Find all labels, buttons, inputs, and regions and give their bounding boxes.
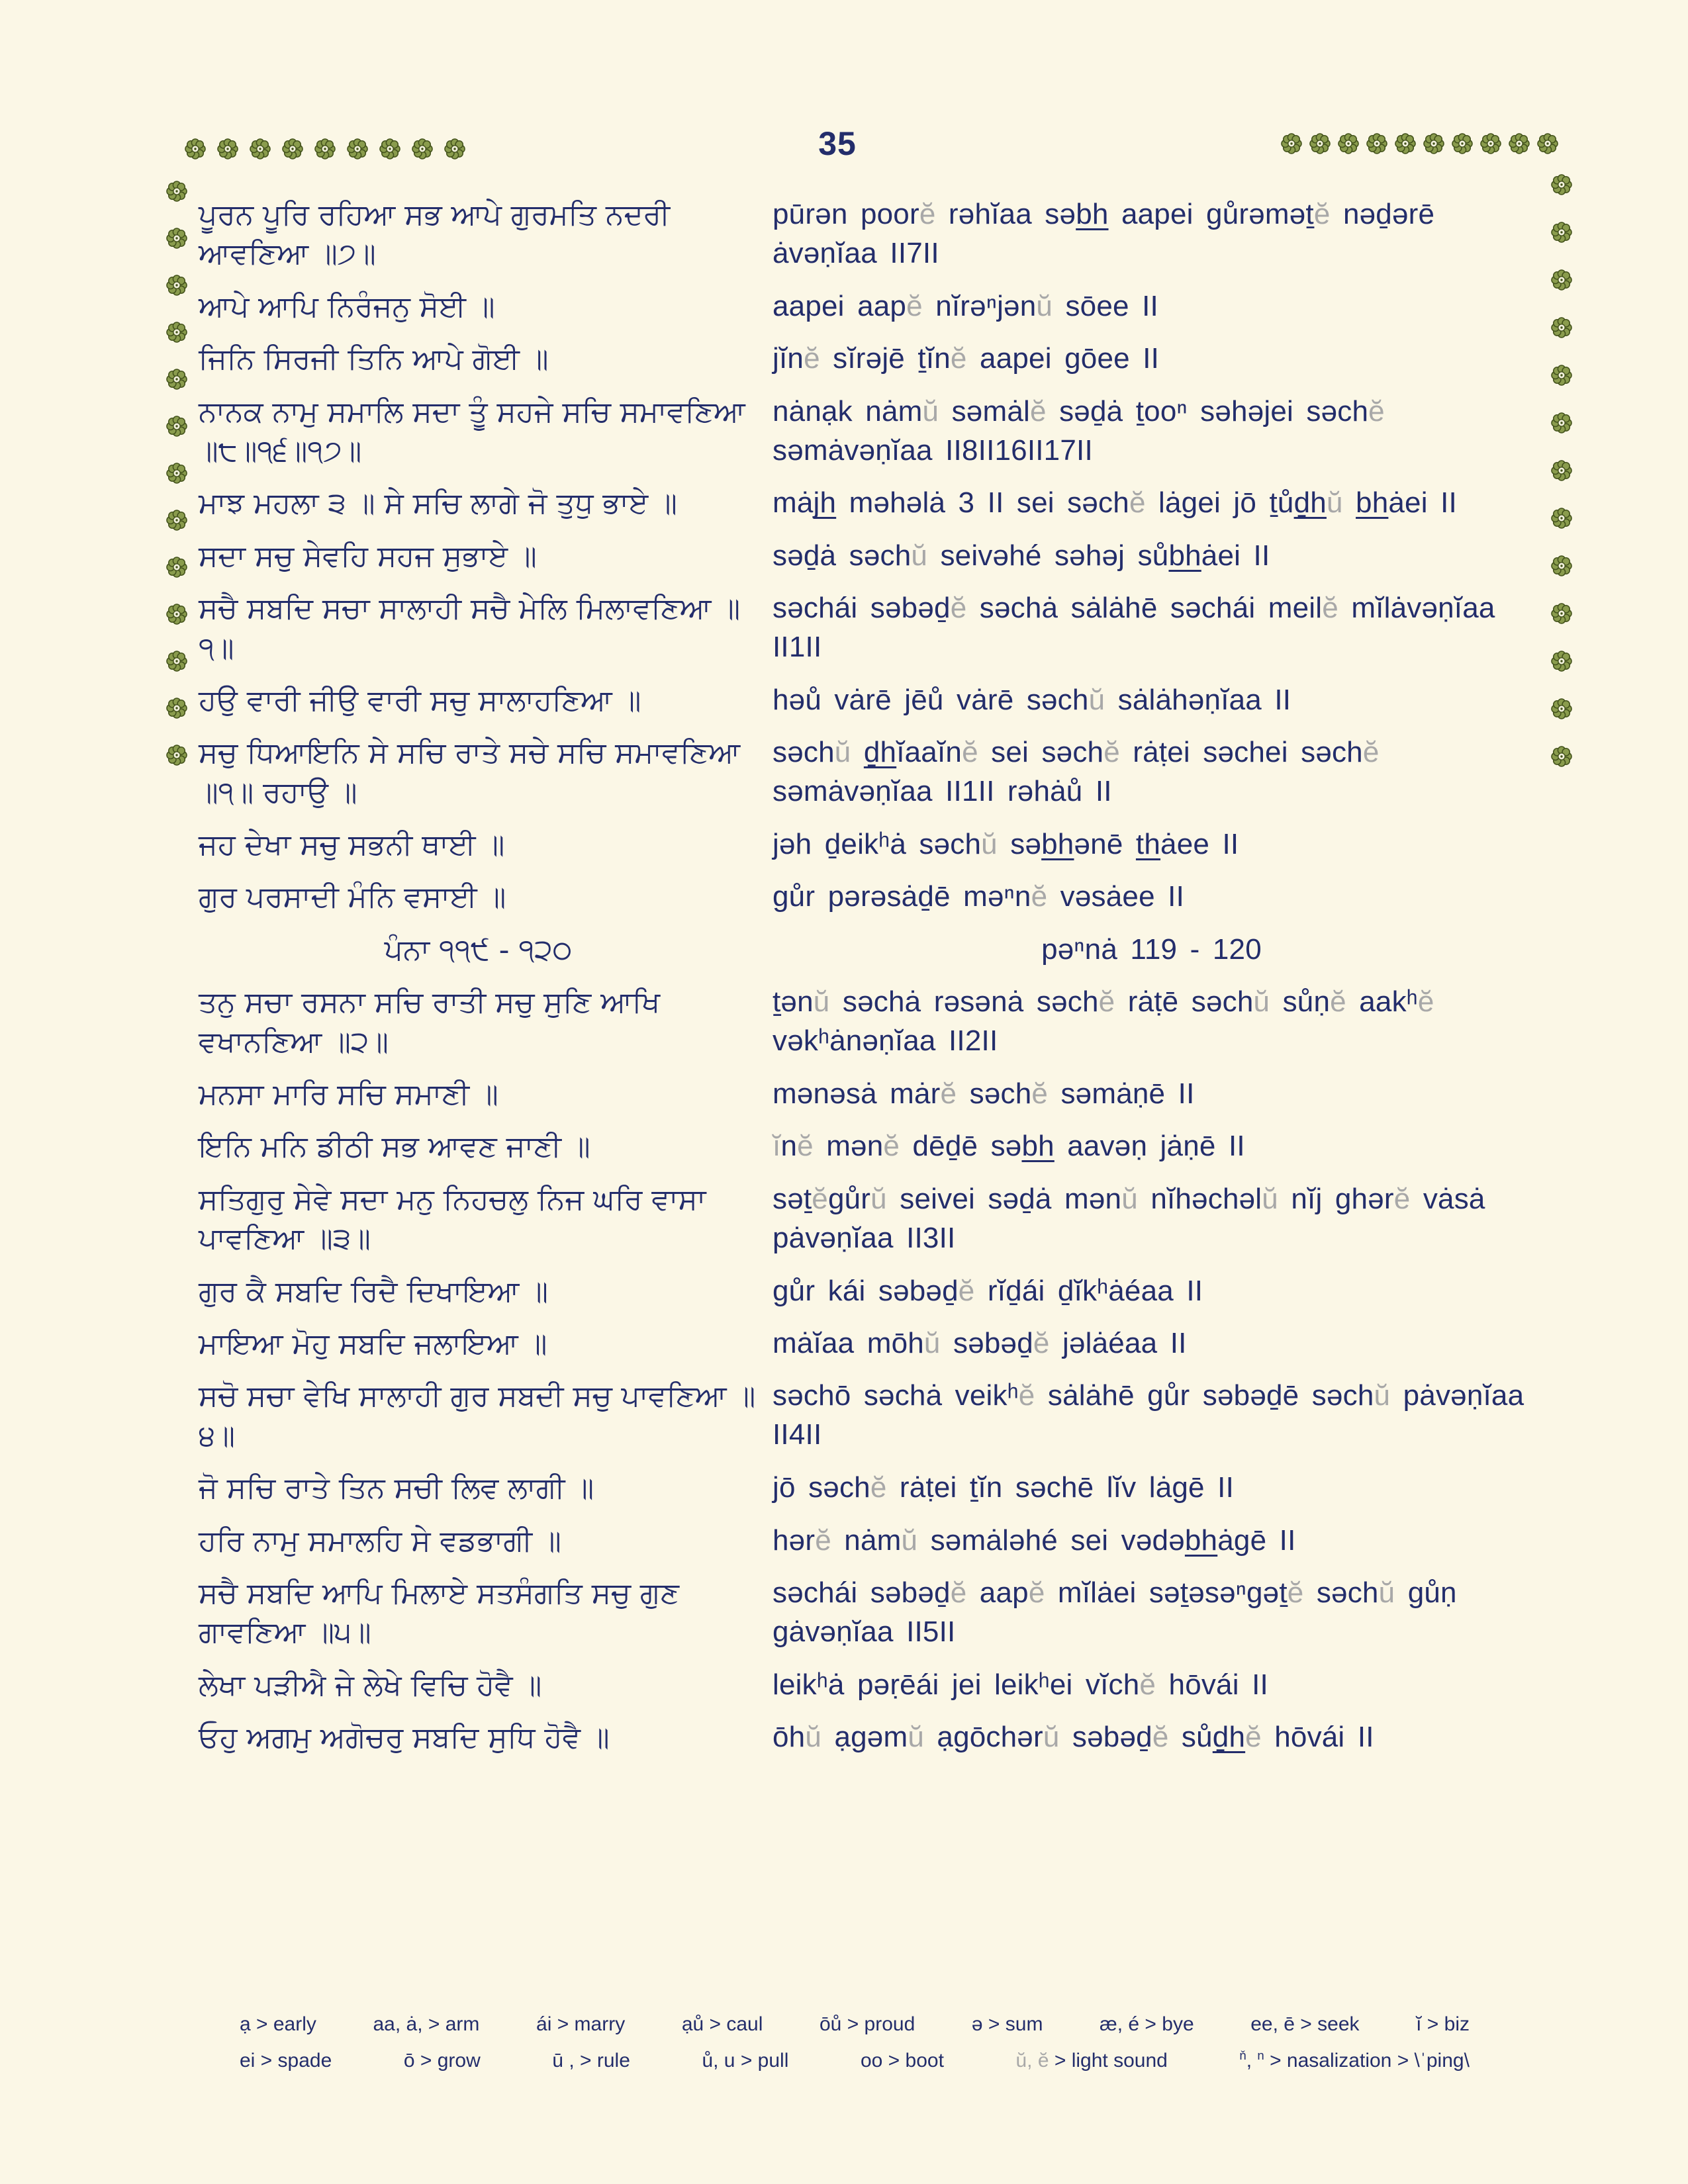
verse-row (199, 733, 1532, 812)
verse-row (199, 878, 1532, 917)
flower-icon (184, 138, 207, 160)
transliteration-text: səchái səbəḏĕ aapĕ mĭlȧei səṯəsəⁿgəṯĕ səchŭ gůṇ gȧvəṇĭaa II5II (773, 1576, 1457, 1648)
pronunciation-key-item: oo > boot (860, 2050, 944, 2071)
flower-icon (1550, 316, 1573, 339)
gurmukhi-text: ਜਿਨਿ ਸਿਰਜੀ ਤਿਨਿ ਆਪੇ ਗੋਈ ॥ (199, 342, 549, 377)
verse-row (199, 1127, 1532, 1166)
flower-icon (1536, 132, 1559, 155)
pronunciation-key-item: ū , > rule (552, 2050, 630, 2071)
gurmukhi-text: ਸਦਾ ਸਚੁ ਸੇਵਹਿ ਸਹਜ ਸੁਭਾਏ ॥ (199, 539, 537, 573)
pronunciation-key-item: ạů > caul (681, 2013, 763, 2035)
flower-icon (1309, 132, 1331, 155)
flower-border-top-right (1280, 132, 1559, 155)
pronunciation-key-row-2 (240, 2050, 1470, 2072)
flower-icon (1451, 132, 1474, 155)
transliteration-text: səchŭ ḏhĭaaĭnĕ sei səchĕ rȧṭei səchei səchĕ səmȧvəṇĭaa II1II rəhȧů II (773, 736, 1380, 808)
verse-row (199, 1718, 1532, 1757)
flower-icon (249, 138, 271, 160)
gurmukhi-text: ਹਉ ਵਾਰੀ ਜੀਉ ਵਾਰੀ ਸਚੁ ਸਾਲਾਹਣਿਆ ॥ (199, 683, 641, 717)
page-number: 35 (818, 125, 857, 162)
pronunciation-key-item: ei > spade (240, 2050, 332, 2071)
flower-icon (1550, 745, 1573, 768)
pronunciation-key-item: $^ň$, $^n$ > nasalization > \ˈping\ (1239, 2048, 1470, 2071)
flower-icon (1550, 602, 1573, 625)
transliteration-text: aapei aapĕ nĭrəⁿjənŭ sōee II (773, 289, 1158, 322)
flower-icon (1550, 698, 1573, 720)
verse-row (199, 537, 1532, 576)
verse-row (199, 340, 1532, 379)
flower-icon (165, 462, 188, 484)
gurmukhi-text: ਗੁਰ ਕੈ ਸਬਦਿ ਰਿਦੈ ਦਿਖਾਇਆ ॥ (199, 1274, 549, 1308)
flower-icon (1550, 555, 1573, 577)
pronunciation-key-item: ĭ > biz (1416, 2013, 1470, 2035)
flower-icon (314, 138, 336, 160)
pronunciation-key-item: ee, ē > seek (1250, 2013, 1360, 2035)
verse-row (199, 1180, 1532, 1259)
verse-row (199, 589, 1532, 668)
transliteration-text: ĭnĕ mənĕ dēḏē səbh aavəṇ jȧṇē II (773, 1130, 1245, 1163)
page-reference-row (199, 931, 1532, 970)
verse-row (199, 195, 1532, 274)
transliteration-text: səchái səbəḏĕ səchȧ sȧlȧhē səchái meilĕ mĭlȧvəṇĭaa II1II (773, 592, 1495, 664)
gurmukhi-text: ਸਚੈ ਸਬਦਿ ਆਪਿ ਮਿਲਾਏ ਸਤਸੰਗਤਿ ਸਚੁ ਗੁਣ ਗਾਵਣਿਆ ॥੫॥ (199, 1576, 680, 1650)
flower-icon (165, 650, 188, 672)
flower-icon (165, 368, 188, 390)
transliteration-text: nȧnạk nȧmŭ səmȧlĕ səḏȧ ṯooⁿ səhəjei səchĕ səmȧvəṇĭaa II8II16II17II (773, 394, 1385, 467)
flower-icon (281, 138, 304, 160)
gurmukhi-text: ਗੁਰ ਪਰਸਾਦੀ ਮੰਨਿ ਵਸਾਈ ॥ (199, 880, 506, 915)
gurmukhi-text: ਪੰਨਾ ੧੧੯ - ੧੨੦ (384, 933, 573, 967)
pronunciation-key-item: aa, ȧ, > arm (373, 2013, 480, 2035)
gurmukhi-text: ਸਚੋ ਸਚਾ ਵੇਖਿ ਸਾਲਾਹੀ ਗੁਰ ਸਬਦੀ ਸਚੁ ਪਾਵਣਿਆ ॥੪॥ (199, 1379, 756, 1453)
flower-icon (165, 744, 188, 766)
pronunciation-key-row-1 (240, 2013, 1470, 2036)
verse-row (199, 983, 1532, 1062)
flower-icon (165, 603, 188, 625)
gurmukhi-text: ਜੋ ਸਚਿ ਰਾਤੇ ਤਿਨ ਸਚੀ ਲਿਵ ਲਾਗੀ ॥ (199, 1471, 594, 1506)
gurmukhi-text: ਮਾਝ ਮਹਲਾ ੩ ॥ ਸੇ ਸਚਿ ਲਾਗੇ ਜੋ ਤੁਧੁ ਭਾਏ ॥ (199, 486, 677, 521)
flower-icon (411, 138, 434, 160)
flower-icon (165, 415, 188, 437)
transliteration-text: leikʰȧ pəṛēái jei leikʰei vĭchĕ hōvái II (773, 1668, 1268, 1701)
pronunciation-key-item: ō > grow (403, 2050, 481, 2071)
flower-icon (1479, 132, 1502, 155)
flower-border-top-left (184, 138, 466, 160)
gurmukhi-text: ਮਾਇਆ ਮੋਹੁ ਸਬਦਿ ਜਲਾਇਆ ॥ (199, 1326, 547, 1361)
transliteration-text: pəⁿnȧ 119 - 120 (1041, 933, 1262, 966)
transliteration-text: mȧĭaa mōhŭ səbəḏĕ jəlȧéaa II (773, 1326, 1187, 1359)
flower-icon (1550, 650, 1573, 672)
flower-icon (165, 697, 188, 719)
transliteration-text: jəh ḏeikʰȧ səchŭ səbhənē thȧee II (773, 828, 1239, 861)
flower-icon (216, 138, 239, 160)
pronunciation-key-item: æ, é > bye (1100, 2013, 1194, 2035)
transliteration-text: jĭnĕ sĭrəjē ṯĭnĕ aapei gōee II (773, 342, 1160, 375)
verse-row (199, 1272, 1532, 1311)
gurmukhi-text: ਹਰਿ ਨਾਮੁ ਸਮਾਲਹਿ ਸੇ ਵਡਭਾਗੀ ॥ (199, 1524, 561, 1558)
verse-list (199, 195, 1532, 1771)
pronunciation-key-item: ə > sum (971, 2013, 1043, 2035)
verse-row (199, 392, 1532, 471)
transliteration-text: mȧjh məhəlȧ 3 II sei səchĕ lȧgei jō ṯůḏhŭ bhȧei II (773, 486, 1457, 520)
gurmukhi-text: ਸਚੁ ਧਿਆਇਨਿ ਸੇ ਸਚਿ ਰਾਤੇ ਸਚੇ ਸਚਿ ਸਮਾਵਣਿਆ ॥੧॥ ਰਹਾਉ ॥ (199, 736, 741, 809)
flower-icon (1337, 132, 1360, 155)
transliteration-text: ōhŭ ạgəmŭ ạgōchərŭ səbəḏĕ sůḏhĕ hōvái II (773, 1721, 1374, 1754)
verse-row (199, 1324, 1532, 1363)
flower-icon (1423, 132, 1445, 155)
transliteration-text: hərĕ nȧmŭ səmȧləhé sei vədəbhȧgē II (773, 1524, 1296, 1557)
transliteration-text: həů vȧrē jēů vȧrē səchŭ sȧlȧhəṇĭaa II (773, 683, 1291, 716)
pronunciation-key (240, 2013, 1470, 2086)
flower-icon (1366, 132, 1388, 155)
verse-row (199, 1666, 1532, 1705)
gurmukhi-text: ਜਹ ਦੇਖਾ ਸਚੁ ਸਭਨੀ ਥਾਈ ॥ (199, 828, 505, 862)
verse-row (199, 1075, 1532, 1114)
pronunciation-key-item: ŭ, ĕ > light sound (1015, 2050, 1168, 2071)
verse-row (199, 484, 1532, 523)
flower-icon (1550, 221, 1573, 244)
transliteration-text: ṯənŭ səchȧ rəsənȧ səchĕ rȧṭē səchŭ sůṇĕ aakʰĕ vəkʰȧnəṇĭaa II2II (773, 985, 1434, 1058)
flower-border-right (1550, 173, 1573, 768)
flower-icon (165, 556, 188, 578)
flower-icon (1550, 507, 1573, 529)
pronunciation-key-item: ái > marry (536, 2013, 626, 2035)
pronunciation-key-item: ōů > proud (820, 2013, 915, 2035)
verse-row (199, 1377, 1532, 1455)
pronunciation-key-item: ạ > early (240, 2013, 316, 2035)
flower-icon (165, 227, 188, 250)
flower-icon (1508, 132, 1530, 155)
flower-icon (165, 274, 188, 296)
gurmukhi-text: ਤਨੁ ਸਚਾ ਰਸਨਾ ਸਚਿ ਰਾਤੀ ਸਚੁ ਸੁਣਿ ਆਖਿ ਵਖਾਨਣਿਆ ॥੨॥ (199, 985, 661, 1059)
verse-row (199, 1574, 1532, 1653)
flower-icon (379, 138, 401, 160)
gurmukhi-text: ਆਪੇ ਆਪਿ ਨਿਰੰਜਨੁ ਸੋਈ ॥ (199, 289, 495, 324)
verse-row (199, 681, 1532, 720)
flower-border-left (165, 180, 188, 766)
gurmukhi-text: ਇਨਿ ਮਨਿ ਡੀਠੀ ਸਭ ਆਵਣ ਜਾਣੀ ॥ (199, 1130, 590, 1164)
flower-icon (1280, 132, 1303, 155)
flower-icon (1550, 412, 1573, 434)
transliteration-text: gůr pərəsȧḏē məⁿnĕ vəsȧee II (773, 880, 1185, 913)
transliteration-text: səṯĕgůrŭ seivei səḏȧ mənŭ nĭhəchəlŭ nĭj ghərĕ vȧsȧ pȧvəṇĭaa II3II (773, 1182, 1485, 1254)
transliteration-text: mənəsȧ mȧrĕ səchĕ səmȧṇē II (773, 1077, 1195, 1111)
transliteration-text: jō səchĕ rȧṭei ṯĭn səchē lĭv lȧgē II (773, 1471, 1234, 1504)
verse-row (199, 287, 1532, 326)
pronunciation-key-item: ů, u > pull (702, 2050, 789, 2071)
verse-row (199, 825, 1532, 864)
verse-row (199, 1469, 1532, 1508)
flower-icon (165, 509, 188, 531)
gurmukhi-text: ਓਹੁ ਅਗਮੁ ਅਗੋਚਰੁ ਸਬਦਿ ਸੁਧਿ ਹੋਵੈ ॥ (199, 1721, 610, 1755)
flower-icon (346, 138, 369, 160)
verse-row (199, 1522, 1532, 1561)
transliteration-text: səḏȧ səchŭ seivəhé səhəj sůbhȧei II (773, 539, 1270, 572)
flower-icon (1550, 459, 1573, 482)
transliteration-text: səchō səchȧ veikʰĕ sȧlȧhē gůr səbəḏē səchŭ pȧvəṇĭaa II4II (773, 1379, 1524, 1451)
gurmukhi-text: ਲੇਖਾ ਪੜੀਐ ਜੇ ਲੇਖੇ ਵਿਚਿ ਹੋਵੈ ॥ (199, 1668, 542, 1702)
flower-icon (1394, 132, 1417, 155)
gurmukhi-text: ਸਚੈ ਸਬਦਿ ਸਚਾ ਸਾਲਾਹੀ ਸਚੈ ਮੇਲਿ ਮਿਲਾਵਣਿਆ ॥੧॥ (199, 592, 741, 665)
flower-icon (1550, 364, 1573, 387)
transliteration-text: pūrən poorĕ rəhĭaa səbh aapei gůrəməṯĕ nəḏərē ȧvəṇĭaa II7II (773, 198, 1435, 269)
flower-icon (165, 321, 188, 343)
flower-icon (444, 138, 466, 160)
gurmukhi-text: ਪੂਰਨ ਪੂਰਿ ਰਹਿਆ ਸਭ ਆਪੇ ਗੁਰਮਤਿ ਨਦਰੀ ਆਵਣਿਆ ॥੭॥ (199, 198, 671, 271)
flower-icon (165, 180, 188, 203)
gurmukhi-text: ਮਨਸਾ ਮਾਰਿ ਸਚਿ ਸਮਾਣੀ ॥ (199, 1077, 498, 1112)
gurmukhi-text: ਸਤਿਗੁਰੁ ਸੇਵੇ ਸਦਾ ਮਨੁ ਨਿਹਚਲੁ ਨਿਜ ਘਰਿ ਵਾਸਾ ਪਾਵਣਿਆ ॥੩॥ (199, 1182, 706, 1256)
transliteration-text: gůr kái səbəḏĕ rĭḏái ḏĭkʰȧéaa II (773, 1274, 1203, 1307)
gurmukhi-text: ਨਾਨਕ ਨਾਮੁ ਸਮਾਲਿ ਸਦਾ ਤੂੰ ਸਹਜੇ ਸਚਿ ਸਮਾਵਣਿਆ ॥੮॥੧੬॥੧੭॥ (199, 394, 745, 468)
flower-icon (1550, 269, 1573, 291)
flower-icon (1550, 173, 1573, 196)
